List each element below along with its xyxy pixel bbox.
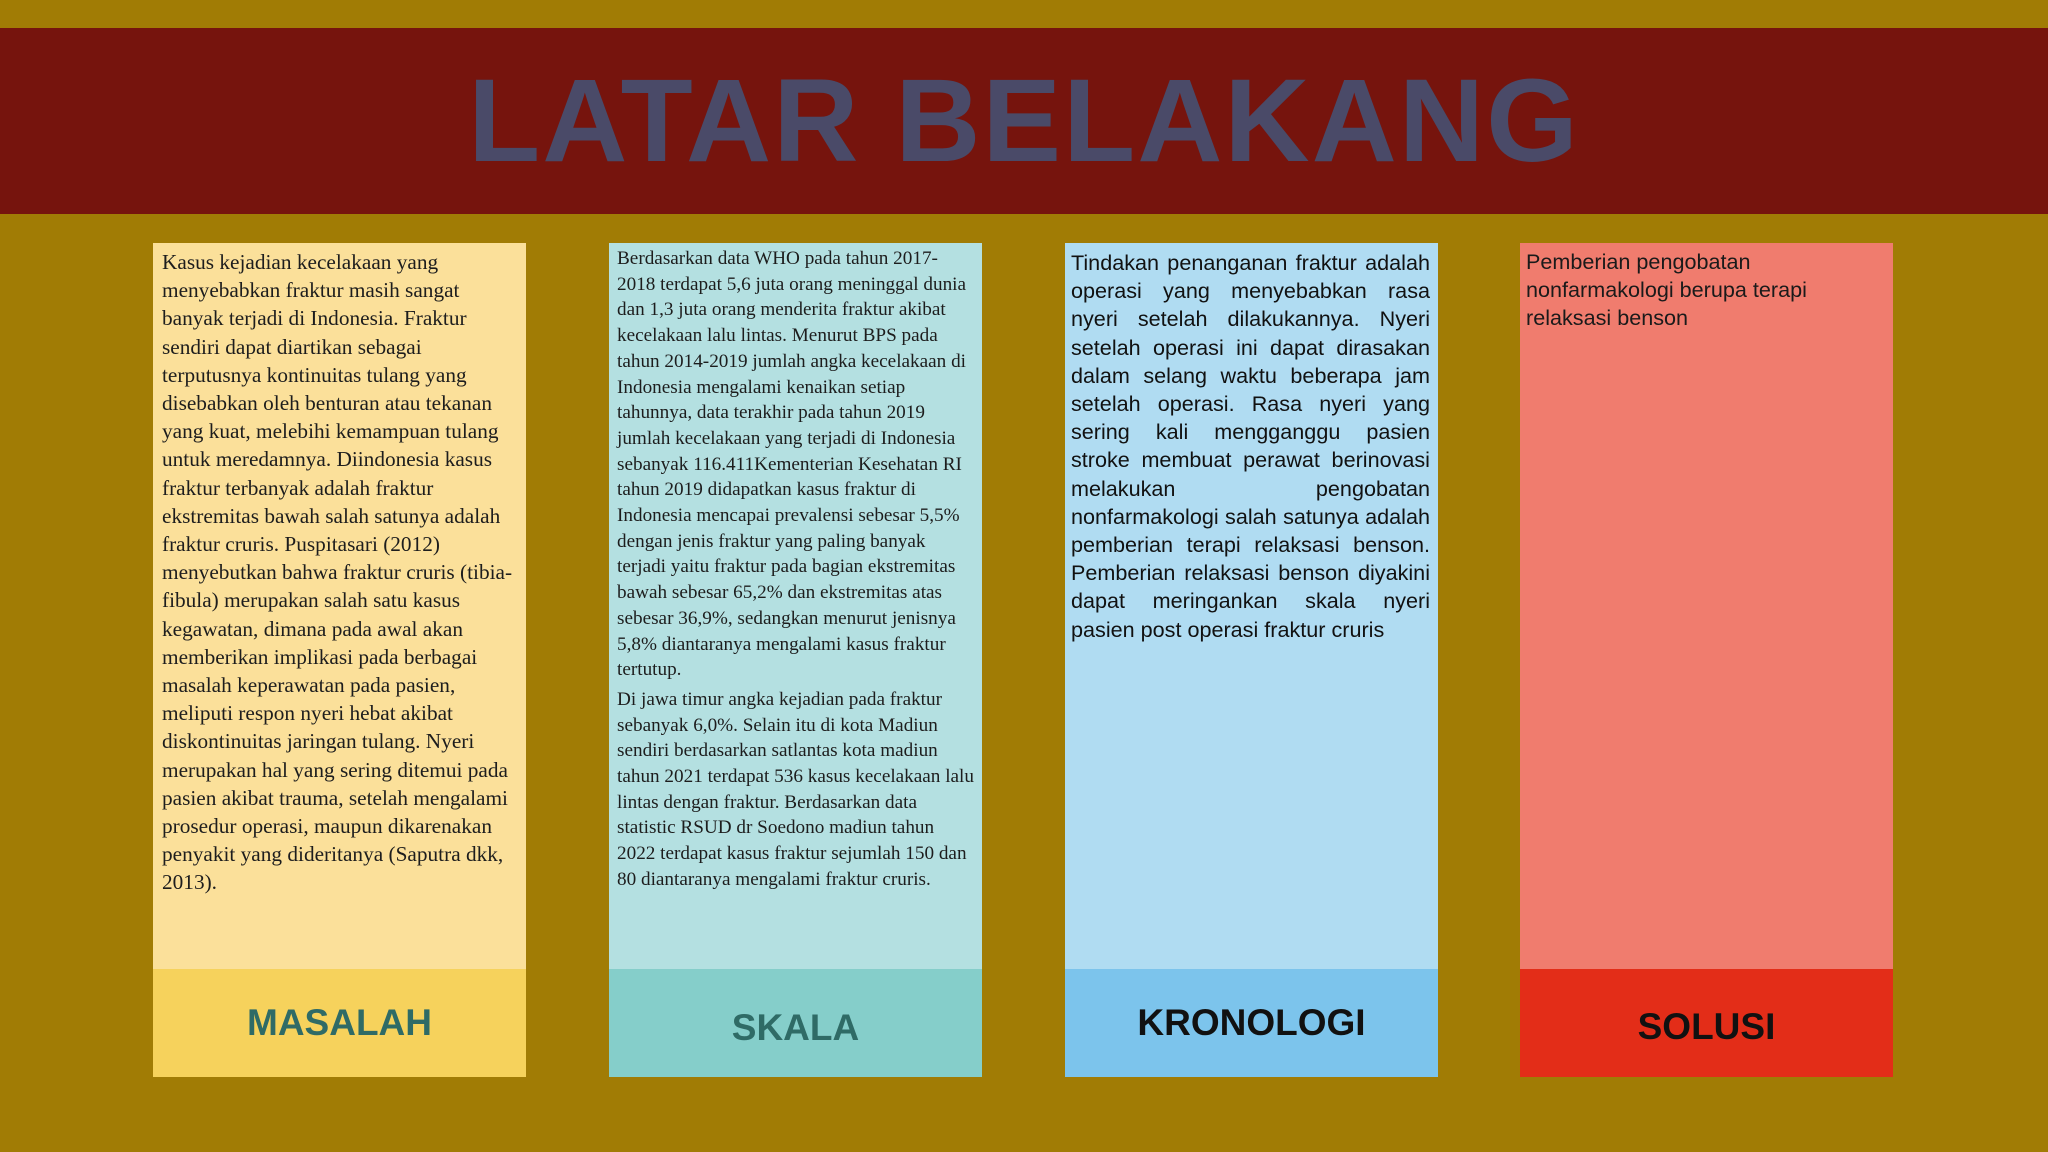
card-masalah-label: MASALAH bbox=[153, 969, 526, 1077]
card-skala-paragraph-2: Di jawa timur angka kejadian pada fraktur sebanyak 6,0%. Selain itu di kota Madiun sendiri berdasarkan satlantas kota madiun tahun 2021 terdapat 536 kasus kecelakaan lalu lintas dengan fraktur. Berdasarkan data statistic RSUD dr Soedono madiun tahun 2022 terdapat kasus fraktur sejumlah 150 dan 80 diantaranya mengalami fraktur cruris. bbox=[617, 688, 974, 890]
card-kronologi-label: KRONOLOGI bbox=[1065, 969, 1438, 1077]
card-masalah bbox=[153, 243, 526, 1077]
card-skala-paragraph-1: Berdasarkan data WHO pada tahun 2017-2018 terdapat 5,6 juta orang meninggal dunia dan 1,3 juta orang menderita fraktur akibat kecelakaan lalu lintas. Menurut BPS pada tahun 2014-2019 jumlah angka kecelakaan di Indonesia mengalami kenaikan setiap tahunnya, data terakhir pada tahun 2019 jumlah kecelakaan yang terjadi di Indonesia sebanyak 116.411Kementerian Kesehatan RI tahun 2019 didapatkan kasus fraktur di Indonesia mencapai prevalensi sebesar 5,5% dengan jenis fraktur yang paling banyak terjadi yaitu fraktur pada bagian ekstremitas bawah sebesar 65,2% dan ekstremitas atas sebesar 36,9%, sedangkan menurut jenisnya 5,8% diantaranya mengalami kasus fraktur tertutup. bbox=[617, 248, 967, 681]
card-solusi-label: SOLUSI bbox=[1520, 969, 1893, 1077]
title-banner bbox=[0, 28, 2048, 214]
card-masalah-body bbox=[153, 243, 526, 969]
card-kronologi-paragraph: Tindakan penanganan fraktur adalah operasi yang menyebabkan rasa nyeri setelah dilakukannya. Nyeri setelah operasi ini dapat dirasakan dalam selang waktu beberapa jam setelah operasi. Rasa nyeri yang sering kali mengganggu pasien stroke membuat perawat berinovasi melakukan pengobatan nonfarmakologi salah satunya adalah pemberian terapi relaksasi benson. Pemberian relaksasi benson diyakini dapat meringankan skala nyeri pasien post operasi fraktur cruris bbox=[1071, 250, 1430, 642]
card-skala bbox=[609, 243, 982, 1077]
card-kronologi bbox=[1065, 243, 1438, 1077]
card-skala-label: SKALA bbox=[609, 969, 982, 1077]
card-solusi bbox=[1520, 243, 1893, 1077]
card-solusi-paragraph: Pemberian pengobatan nonfarmakologi berupa terapi relaksasi benson bbox=[1526, 249, 1807, 331]
card-masalah-paragraph: Kasus kejadian kecelakaan yang menyebabkan fraktur masih sangat banyak terjadi di Indonesia. Fraktur sendiri dapat diartikan sebagai terputusnya kontinuitas tulang yang disebabkan oleh benturan atau tekanan yang kuat, melebihi kemampuan tulang untuk meredamnya. Diindonesia kasus fraktur terbanyak adalah fraktur ekstremitas bawah salah satunya adalah fraktur cruris. Puspitasari (2012) menyebutkan bahwa fraktur cruris (tibia-fibula) merupakan salah satu kasus kegawatan, dimana pada awal akan memberikan implikasi pada berbagai masalah keperawatan pada pasien, meliputi respon nyeri hebat akibat diskontinuitas jaringan tulang. Nyeri merupakan hal yang sering ditemui pada pasien akibat trauma, setelah mengalami prosedur operasi, maupun dikarenakan penyakit yang dideritanya (Saputra dkk, 2013). bbox=[162, 250, 513, 895]
card-solusi-body bbox=[1520, 243, 1893, 969]
slide-title: LATAR BELAKANG bbox=[468, 55, 1580, 187]
card-skala-body bbox=[609, 243, 982, 969]
card-kronologi-body bbox=[1065, 243, 1438, 969]
